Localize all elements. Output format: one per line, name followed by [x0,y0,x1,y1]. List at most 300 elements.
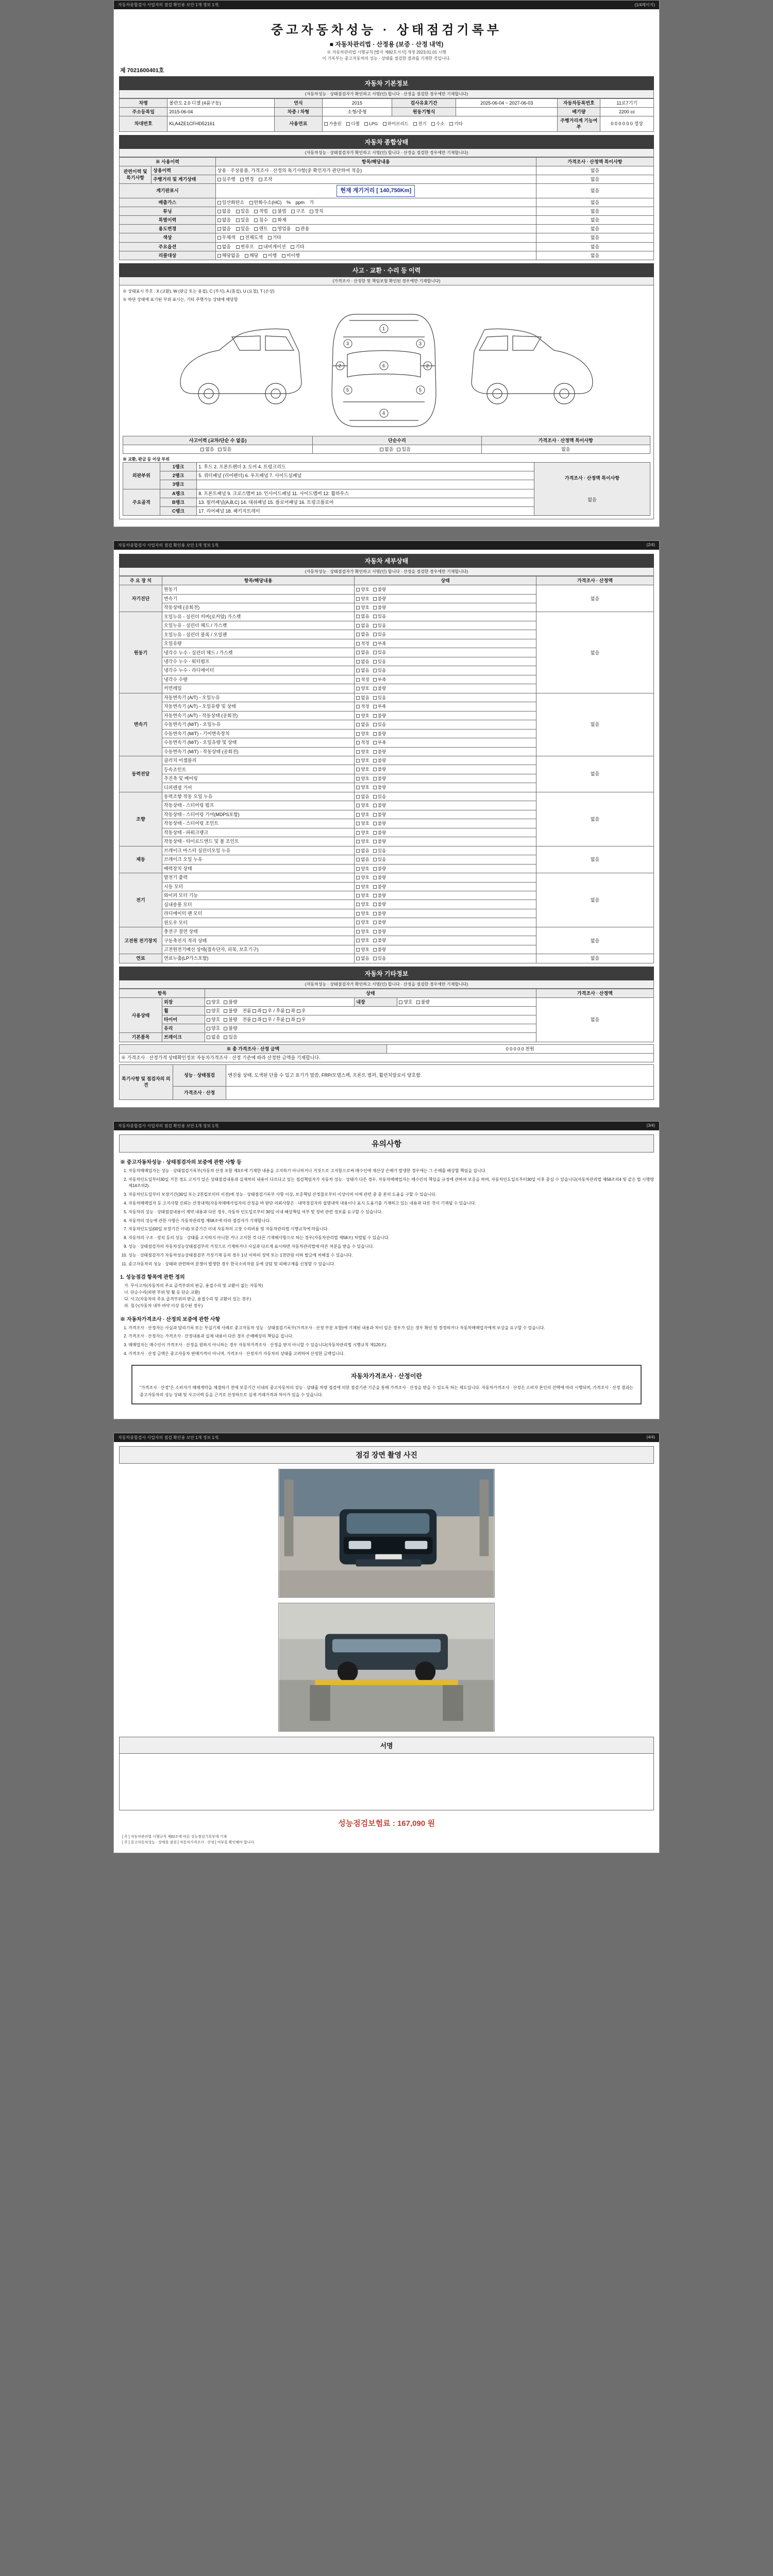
detail-checkbox-option[interactable]: 부족 [373,677,386,683]
recall-yes[interactable]: 해당 [245,252,258,259]
usage-gov[interactable]: 관용 [296,226,309,232]
detail-item-label: 원동기 [162,585,354,594]
detail-item-label: 오일누유 - 실린더 커버(로커암) 가스켓 [162,612,354,621]
detail-checkbox-option[interactable]: 양호 [356,713,369,719]
value-vin: KLA4ZE1CFHD52161 [167,116,274,131]
detail-checkbox-option[interactable]: 없음 [356,632,369,637]
detail-item-state[interactable] [355,801,536,810]
detail-checkbox-option[interactable]: 불량 [373,821,386,826]
etc-group-basic: 기본품목 [120,1033,162,1042]
detail-checkbox-option[interactable]: 적정 [356,740,369,745]
inspection-fee-label: 성능점검보험료 : [338,1819,395,1828]
emission-co[interactable]: 일산화탄소 [217,199,244,206]
remark-sub-label: 성능 · 상태점검 [173,1064,226,1086]
detail-item-label: 오일유량 [162,639,354,648]
detail-checkbox-option[interactable]: 불량 [373,812,386,818]
detail-checkbox-option[interactable]: 없음 [356,956,369,961]
detail-checkbox-option[interactable]: 적정 [356,641,369,647]
etc-table [119,989,654,1042]
notice-list-definitions [124,1283,654,1309]
detail-item-state[interactable] [355,765,536,774]
detail-checkbox-option[interactable]: 불량 [373,776,386,782]
detail-group-label: 전기 [120,873,162,927]
detail-checkbox-option[interactable]: 양호 [356,920,369,925]
overall-row-usage-label: 용도변경 [120,225,216,233]
odometer-opt-actual[interactable]: 실주행 [217,176,236,182]
detail-checkbox-option[interactable]: 있음 [373,848,386,854]
detail-checkbox-option[interactable]: 있음 [373,614,386,619]
label-displacement: 배기량 [558,108,600,116]
detail-checkbox-option[interactable]: 없음 [356,857,369,862]
detail-item-state[interactable] [355,639,536,648]
overall-row-emission-detail[interactable] [215,198,536,207]
notice-heading-2: 1. 성능점검 항목에 관한 정의 [120,1275,185,1281]
fuel-options[interactable] [323,116,558,131]
detail-checkbox-option[interactable]: 있음 [373,956,386,961]
detail-checkbox-option[interactable]: 양호 [356,884,369,890]
value-inspection-period: 2025-06-04 ~ 2027-06-03 [456,99,558,108]
detail-checkbox-option[interactable]: 없음 [356,848,369,854]
overall-row-options-detail[interactable] [215,242,536,251]
detail-item-state[interactable] [355,837,536,846]
detail-checkbox-option[interactable]: 있음 [373,659,386,665]
car-damage-diagram [170,305,603,434]
tuning-yes[interactable]: 있음 [236,208,249,214]
usage-rent[interactable]: 렌트 [254,226,267,232]
overall-row-color-label: 색상 [120,233,216,242]
overall-row-color-eval: 없음 [536,233,653,242]
section-basic-info-title: 자동차 기본정보 [119,76,654,90]
detail-item-state[interactable] [355,738,536,747]
detail-item-state[interactable] [355,783,536,792]
table-row [120,693,654,702]
fuel-option-etc[interactable]: 기타 [449,121,462,127]
topbar-right-text-3: (3/4) [646,1123,655,1128]
total-estimate-label: ※ 총 가격조사 · 산정 금액 [120,1044,387,1053]
detail-checkbox-option[interactable]: 양호 [356,839,369,844]
parts-eval-label [534,463,650,516]
section-overall-note: (자동차성능 · 상태점검자가 확인하고 서명(인) 합니다 · 산정을 점검한 경우에만 기재합니다) [119,149,654,157]
detail-item-label: 오일누유 - 실린더 블록 / 오일팬 [162,630,354,639]
fuel-option-gasoline[interactable]: 가솔린 [324,121,342,127]
parts-group-frame: 주요골격 [123,489,160,515]
accident-summary-table [123,436,650,454]
detail-checkbox-option[interactable]: 불량 [373,749,386,755]
detail-item-label: 브레이크 마스터 실린더오일 누유 [162,846,354,855]
color-repaint[interactable]: 전체도색 [240,234,263,241]
recall-na[interactable]: 해당없음 [217,252,240,259]
detail-item-label: 작동상태 - 스티어링 펌프 [162,801,354,810]
topbar-left-text-4: 자동차종합검사 사업자의 점검 확인용 보안 1개 정보 1개. [118,1435,220,1440]
detail-item-label: 실내송풍 모터 [162,900,354,909]
parts-frame-c: C랭크 [160,506,197,515]
detail-checkbox-option[interactable]: 양호 [356,749,369,755]
etc-row-tire-label: 타이어 [162,1015,205,1024]
detail-checkbox-option[interactable]: 불량 [373,587,386,592]
detail-item-state[interactable] [355,693,536,702]
etc-row-glass-label: 유리 [162,1024,205,1033]
detail-checkbox-option[interactable]: 부족 [373,641,386,647]
section-accident-title: 사고 · 교환 · 수리 등 이력 [119,263,654,277]
detail-checkbox-option[interactable]: 양호 [356,902,369,907]
overall-row-odometer-detail[interactable] [215,175,536,183]
etc-row-tire-state[interactable]: 양호 불량 전륜 좌 우 / 후륜 좌 우 [205,1015,536,1024]
etc-row-brake-state[interactable]: 없음 있음 [205,1033,536,1042]
detail-checkbox-option[interactable]: 없음 [356,659,369,665]
usage-none[interactable]: 없음 [217,226,231,232]
overall-row-tuning-detail[interactable] [215,207,536,215]
detail-checkbox-option[interactable]: 있음 [373,668,386,673]
detail-item-state[interactable] [355,666,536,675]
odometer-reading: 현재 계기거리 [ 140,750Km] [337,185,415,197]
section-etc-title: 자동차 기타정보 [119,967,654,980]
detail-checkbox-option[interactable]: 양호 [356,785,369,790]
recall-not-done[interactable]: 미이행 [282,252,300,259]
detail-checkbox-option[interactable]: 양호 [356,938,369,943]
overall-row-special-detail[interactable] [215,216,536,225]
option-none[interactable]: 없음 [217,244,231,250]
detail-item-state[interactable] [355,585,536,594]
detail-checkbox-option[interactable]: 부족 [373,704,386,709]
detail-item-state[interactable] [355,855,536,864]
detail-item-label: 작동상태 (공회전) [162,603,354,612]
detail-checkbox-option[interactable]: 불량 [373,893,386,899]
list-item: 3. 매매업자는 매수인이 가격조사 · 산정을 원하지 아니하는 경우 자동차가격조사 · 산정을 받지 아니할 수 있습니다(자동차관리법 시행규칙 제120조). [128,1342,654,1349]
detail-checkbox-option[interactable]: 있음 [373,722,386,727]
remark-table [119,1064,654,1100]
detail-checkbox-option[interactable]: 양호 [356,911,369,917]
detail-item-label: 수동변속기 (M/T) - 오일유량 및 상태 [162,738,354,747]
fuel-option-hydrogen[interactable]: 수소 [431,121,444,127]
detail-item-label: 윈도우 모터 [162,918,354,927]
detail-checkbox-option[interactable]: 있음 [373,650,386,655]
svg-text:5: 5 [419,387,422,393]
detail-checkbox-option[interactable]: 있음 [373,632,386,637]
detail-checkbox-option[interactable]: 없음 [356,614,369,619]
overall-row-emission-label: 배출가스 [120,198,216,207]
detail-checkbox-option[interactable]: 없음 [356,623,369,629]
detail-item-state[interactable] [355,774,536,783]
detail-item-label: 냉각수 누수 - 라디에이터 [162,666,354,675]
detail-group-eval: 없음 [536,954,653,963]
topbar-right-text: (1/4페이지) [634,3,655,7]
detail-item-label: 변속기 [162,594,354,603]
detail-item-state[interactable] [355,684,536,693]
detail-checkbox-option[interactable]: 불량 [373,902,386,907]
tuning-structure[interactable]: 구조 [291,208,305,214]
detail-checkbox-option[interactable]: 없음 [356,695,369,701]
detail-checkbox-option[interactable]: 부족 [373,740,386,745]
detail-checkbox-option[interactable]: 양호 [356,812,369,818]
odometer-opt-tampered[interactable]: 조작 [259,176,272,182]
list-item: 라. 침수(자동차 내부 바닥 이상 침수된 경우) [124,1303,203,1308]
overall-row-history-sub: 상용이력 [152,166,215,175]
detail-checkbox-option[interactable]: 불량 [373,767,386,772]
detail-table-body [120,585,654,963]
detail-checkbox-option[interactable]: 불량 [373,605,386,611]
detail-item-state[interactable] [355,846,536,855]
detail-item-state[interactable] [355,828,536,837]
detail-checkbox-option[interactable]: 양호 [356,767,369,772]
etc-row-exterior-state[interactable]: 양호 불량 [205,997,354,1006]
detail-item-state[interactable] [355,792,536,801]
detail-checkbox-option[interactable]: 불량 [373,803,386,808]
detail-checkbox-option[interactable]: 양호 [356,947,369,953]
detail-checkbox-option[interactable]: 양호 [356,758,369,764]
detail-item-state[interactable] [355,675,536,684]
svg-text:2: 2 [339,363,342,368]
detail-checkbox-option[interactable]: 불량 [373,596,386,602]
doc-subtitle: ■ 자동차관리법 · 산정용 (보증 · 산정 내역) [329,41,444,48]
detail-item-state[interactable] [355,729,536,738]
detail-checkbox-option[interactable]: 불량 [373,758,386,764]
remark-label: 특기사항 및 점검자의 의견 [120,1064,173,1099]
detail-checkbox-option[interactable]: 없음 [356,722,369,727]
overall-row-cluster-eval: 없음 [536,183,653,198]
parts-rank-1: 1랭크 [160,463,197,471]
detail-checkbox-option[interactable]: 불량 [373,947,386,953]
detail-checkbox-option[interactable]: 불량 [373,875,386,880]
detail-item-label: 수동변속기 (M/T) - 작동상태 (공회전) [162,747,354,756]
detail-item-state[interactable] [355,810,536,819]
table-row [120,612,654,621]
special-fire[interactable]: 화재 [273,217,286,223]
usage-yes[interactable]: 있음 [236,226,249,232]
overall-row-color-detail[interactable] [215,233,536,242]
detail-checkbox-option[interactable]: 있음 [373,623,386,629]
parts-eval-value: 없음 [587,497,597,503]
signature-area[interactable] [119,1754,654,1810]
detail-group-eval: 없음 [536,873,653,927]
emission-pct: % [286,199,291,205]
detail-group-eval: 없음 [536,693,653,756]
section-etc-note: (자동차성능 · 상태점검자가 확인하고 서명(인) 합니다 · 산정을 점검한 경우에만 기재합니다) [119,980,654,989]
table-row [120,756,654,765]
special-none[interactable]: 없음 [217,217,231,223]
list-item: 11. 중고자동차의 성능 · 상태와 관련하여 분쟁이 발생한 경우 한국소비자원 등에 상담 및 피해구제를 신청할 수 있습니다. [128,1261,654,1268]
table-row [120,585,654,594]
list-item: 나. 단순수리(외판 부위 및 휠 등 단순 교환) [124,1290,200,1295]
usage-business[interactable]: 영업용 [273,226,291,232]
detail-state-table [119,576,654,963]
detail-checkbox-option[interactable]: 양호 [356,776,369,782]
overall-row-recall-detail[interactable] [215,251,536,260]
color-original[interactable]: 무채색 [217,234,236,241]
value-body-type: 소형/중형 [323,108,392,116]
topbar-left-text: 자동차종합검사 사업자의 점검 확인용 보안 1개 정보 1개. [118,3,220,7]
detail-checkbox-option[interactable]: 불량 [373,929,386,935]
detail-checkbox-option[interactable]: 양호 [356,596,369,602]
detail-item-label: 연료누출(LP가스포함) [162,954,354,963]
etc-row-interior-state[interactable]: 양호 불량 [397,997,536,1006]
detail-item-label: 냉각수 누수 - 워터펌프 [162,657,354,666]
page-2 [113,540,660,1108]
option-etc[interactable]: 기타 [291,244,304,250]
etc-row-wheel-state[interactable]: 양호 불량 전륜 좌 우 / 후륜 좌 우 [205,1007,536,1015]
detail-checkbox-option[interactable]: 불량 [373,686,386,691]
detail-checkbox-option[interactable]: 양호 [356,893,369,899]
overall-col-eval: 가격조사 · 산정액 특이사항 [536,157,653,166]
detail-checkbox-option[interactable]: 불량 [373,866,386,872]
fuel-option-ev[interactable]: 전기 [413,121,426,127]
detail-item-label: 커먼레일 [162,684,354,693]
detail-col-main: 주 요 장 치 [120,576,162,585]
detail-item-state[interactable] [355,891,536,900]
tuning-illegal[interactable]: 불법 [273,208,286,214]
window-topbar-2 [114,541,659,550]
detail-checkbox-option[interactable]: 불량 [373,938,386,943]
basic-info-table [119,98,654,132]
notice-title: 유의사항 [119,1134,654,1153]
detail-item-state[interactable] [355,702,536,711]
detail-item-label: 배력장치 상태 [162,864,354,873]
detail-item-state[interactable] [355,918,536,927]
etc-row-glass-state[interactable]: 양호 불량 [205,1024,536,1033]
detail-checkbox-option[interactable]: 불량 [373,785,386,790]
value-registration-date: 2015-06-04 [167,108,274,116]
detail-item-label: 충전구 절연 상태 [162,927,354,936]
detail-item-state[interactable] [355,747,536,756]
overall-row-cluster-label: 계기판표시 [120,183,216,198]
overall-row-usage-detail[interactable] [215,225,536,233]
detail-item-state[interactable] [355,819,536,828]
overall-row-cluster-detail [215,183,536,198]
detail-checkbox-option[interactable]: 양호 [356,821,369,826]
detail-item-label: 냉각수 수량 [162,675,354,684]
label-vin: 차대번호 [120,116,167,131]
detail-checkbox-option[interactable]: 불량 [373,884,386,890]
color-etc[interactable]: 기타 [268,234,281,241]
fuel-option-hybrid[interactable]: 하이브리드 [383,121,409,127]
tuning-none[interactable]: 없음 [217,208,231,214]
list-item: 7. 자동차인도일(00일 보장기간 이내) 보증기간 이내 자동차의 고장 수리비용 및 자동차관리법 시행규칙에 따릅니다. [128,1226,654,1233]
detail-item-state[interactable] [355,711,536,720]
notice-list-guarantee [128,1168,654,1268]
detail-item-state[interactable] [355,720,536,729]
detail-checkbox-option[interactable]: 불량 [373,839,386,844]
parts-rank-2: 2랭크 [160,471,197,480]
doc-desc-2: 이 기록부는 중고자동차의 성능 · 상태를 점검한 결과를 기재한 것입니다. [322,56,451,61]
detail-checkbox-option[interactable]: 없음 [356,794,369,800]
detail-checkbox-option[interactable]: 있음 [373,794,386,800]
option-sunroof[interactable]: 썬루프 [236,244,254,250]
detail-item-state[interactable] [355,612,536,621]
odometer-opt-changed[interactable]: 변경 [240,176,254,182]
detail-checkbox-option[interactable]: 양호 [356,929,369,935]
detail-item-state[interactable] [355,621,536,630]
detail-checkbox-option[interactable]: 불량 [373,830,386,836]
detail-item-label: 작동상태 - 스티어링 조인트 [162,819,354,828]
detail-checkbox-option[interactable]: 적정 [356,704,369,709]
accident-value-1[interactable]: 없음 있음 [123,445,313,453]
detail-item-state[interactable] [355,603,536,612]
detail-item-state[interactable] [355,630,536,639]
detail-checkbox-option[interactable]: 불량 [373,920,386,925]
detail-group-label: 변속기 [120,693,162,756]
total-estimate-value: 0 0 0 0 0 천원 [386,1044,654,1053]
detail-item-state[interactable] [355,657,536,666]
detail-item-state[interactable] [355,873,536,882]
detail-item-state[interactable] [355,945,536,954]
special-yes[interactable]: 있음 [236,217,249,223]
list-item: 다. 사고(자동차의 주요 골격부위의 판금, 용접수리 및 교환이 있는 경우) [124,1297,251,1302]
detail-checkbox-option[interactable]: 양호 [356,686,369,691]
detail-checkbox-option[interactable]: 없음 [356,650,369,655]
detail-item-state[interactable] [355,864,536,873]
special-flood[interactable]: 침수 [254,217,267,223]
detail-checkbox-option[interactable]: 양호 [356,803,369,808]
topbar-right-text-4: (4/4) [646,1435,655,1440]
detail-item-label: 작동상태 - 타이로드엔드 및 볼 조인트 [162,837,354,846]
etc-row-exterior-label: 외장 [162,997,205,1006]
detail-item-state[interactable] [355,594,536,603]
detail-checkbox-option[interactable]: 양호 [356,830,369,836]
label-registration-date: 주소등록일 [120,108,167,116]
svg-text:5: 5 [346,387,349,393]
detail-checkbox-option[interactable]: 양호 [356,731,369,737]
overall-row-odometer-eval: 없음 [536,175,653,183]
etc-col-state: 상태 [205,989,536,997]
tuning-device[interactable]: 장치 [310,208,323,214]
detail-checkbox-option[interactable]: 양호 [356,587,369,592]
emission-ppm: ppm [295,199,305,205]
detail-item-state[interactable] [355,900,536,909]
detail-item-label: 와이퍼 모터 기능 [162,891,354,900]
svg-text:1: 1 [382,326,385,331]
recall-done[interactable]: 이행 [263,252,277,259]
parts-frame-b-items: 13. 필러패널(A,B,C) 14. 대쉬패널 15. 플로어패널 16. 트렁크플로어 [197,498,534,506]
fuel-option-diesel[interactable]: 디젤 [346,121,359,127]
detail-item-label: 냉각수 누수 - 실린더 헤드 / 가스켓 [162,648,354,657]
emission-hc[interactable]: 탄화수소(HC) [249,199,282,206]
detail-item-state[interactable] [355,756,536,765]
section-basic-info-note: (자동차성능 · 상태점검자가 확인하고 서명(인) 합니다 · 산정을 점검한 경우에만 기재합니다) [119,90,654,98]
etc-group-usage: 사용상태 [120,997,162,1033]
detail-checkbox-option[interactable]: 있음 [373,695,386,701]
etc-row-brake-label: 브레이크 [162,1033,205,1042]
detail-checkbox-option[interactable]: 불량 [373,911,386,917]
detail-checkbox-option[interactable]: 양호 [356,875,369,880]
accident-diagram-area [119,285,654,519]
detail-item-label: 자동변속기 (A/T) - 오일누유 [162,693,354,702]
fuel-option-lpg[interactable]: LPG [364,121,378,127]
page-title: 중고자동차성능 · 상태점검기록부 [271,23,502,37]
notice-heading-3: ※ 자동차가격조사 · 산정의 보증에 관한 사항 [120,1316,221,1323]
section-overall-title: 자동차 종합상태 [119,135,654,149]
detail-checkbox-option[interactable]: 적정 [356,677,369,683]
detail-item-state[interactable] [355,954,536,963]
detail-item-state[interactable] [355,936,536,945]
detail-checkbox-option[interactable]: 양호 [356,866,369,872]
detail-checkbox-option[interactable]: 없음 [356,668,369,673]
detail-checkbox-option[interactable]: 있음 [373,857,386,862]
detail-item-state[interactable] [355,927,536,936]
accident-col-1: 사고이력 (교차/단순 수 없음) [123,436,313,445]
detail-item-label: 라디에이터 팬 모터 [162,909,354,918]
detail-checkbox-option[interactable]: 양호 [356,605,369,611]
accident-col-3: 가격조사 · 산정액 특이사항 [481,436,650,445]
accident-value-2[interactable]: 없음 있음 [313,445,481,453]
option-navigation[interactable]: 내비게이션 [259,244,285,250]
parts-rank-1-items: 1. 후드 2. 프론트펜더 3. 도어 4. 트렁크리드 [197,463,534,471]
detail-item-state[interactable] [355,882,536,891]
detail-checkbox-option[interactable]: 불량 [373,713,386,719]
tuning-legal[interactable]: 적법 [254,208,267,214]
remark-sub-label-2: 가격조사 · 산정 [173,1086,226,1099]
detail-item-state[interactable] [355,909,536,918]
detail-checkbox-option[interactable]: 불량 [373,731,386,737]
detail-item-state[interactable] [355,648,536,657]
